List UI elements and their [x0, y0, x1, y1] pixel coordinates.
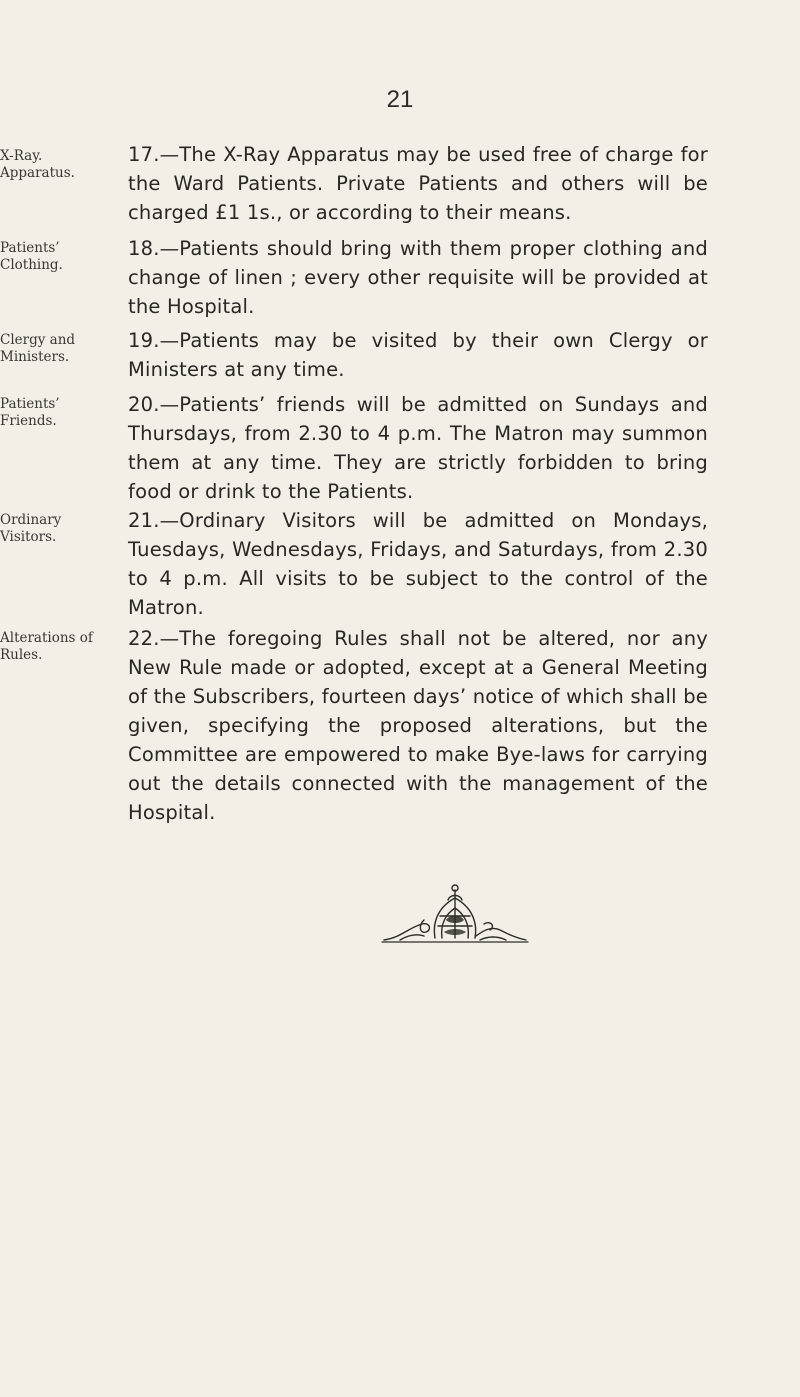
- floral-ornament-icon: [380, 880, 530, 950]
- margin-label: Patients’ Friends.: [0, 396, 60, 429]
- margin-label: Ordinary Visitors.: [0, 512, 62, 545]
- rule-18-text: 18.—Patients should bring with them proper clothing and change of linen ; every other requisite will be provided at the Hospital.: [128, 237, 708, 318]
- rule-19-text: 19.—Patients may be visited by their own Clergy or Ministers at any time.: [128, 329, 708, 381]
- rule-20-text: 20.—Patients’ friends will be admitted on Sundays and Thursdays, from 2.30 to 4 p.m. The Matron may summon them at any time. They are strictly forbidden to bring food or drink to the Patients.: [128, 393, 708, 503]
- margin-label: Clergy and Ministers.: [0, 332, 76, 365]
- margin-note-friends: [0, 396, 120, 430]
- margin-label: Alterations of Rules.: [0, 630, 93, 663]
- rule-21-text: 21.—Ordinary Visitors will be admitted on Mondays, Tuesdays, Wednesdays, Fridays, and Saturdays, from 2.30 to 4 p.m. All visits to be subject to the control of the Matron.: [128, 509, 708, 619]
- margin-note-xray: [0, 148, 120, 182]
- rule-22-text: 22.—The foregoing Rules shall not be altered, nor any New Rule made or adopted, except at a General Meeting of the Subscribers, fourteen days’ notice of which shall be given, specifying the proposed alterations, but the Committee are empowered to make Bye-laws for carrying out the details connected with the management of the Hospital.: [128, 627, 708, 824]
- margin-label: Patients’ Clothing.: [0, 240, 63, 273]
- margin-note-clothing: [0, 240, 120, 274]
- page-number: 21: [386, 86, 414, 113]
- margin-note-alterations: [0, 630, 120, 664]
- margin-note-visitors: [0, 512, 120, 546]
- margin-note-clergy: [0, 332, 120, 366]
- margin-label: X-Ray. Apparatus.: [0, 148, 75, 181]
- rule-17-text: 17.—The X-Ray Apparatus may be used free of charge for the Ward Patients. Private Patients and others will be charged £1 1s., or according to their means.: [128, 143, 708, 224]
